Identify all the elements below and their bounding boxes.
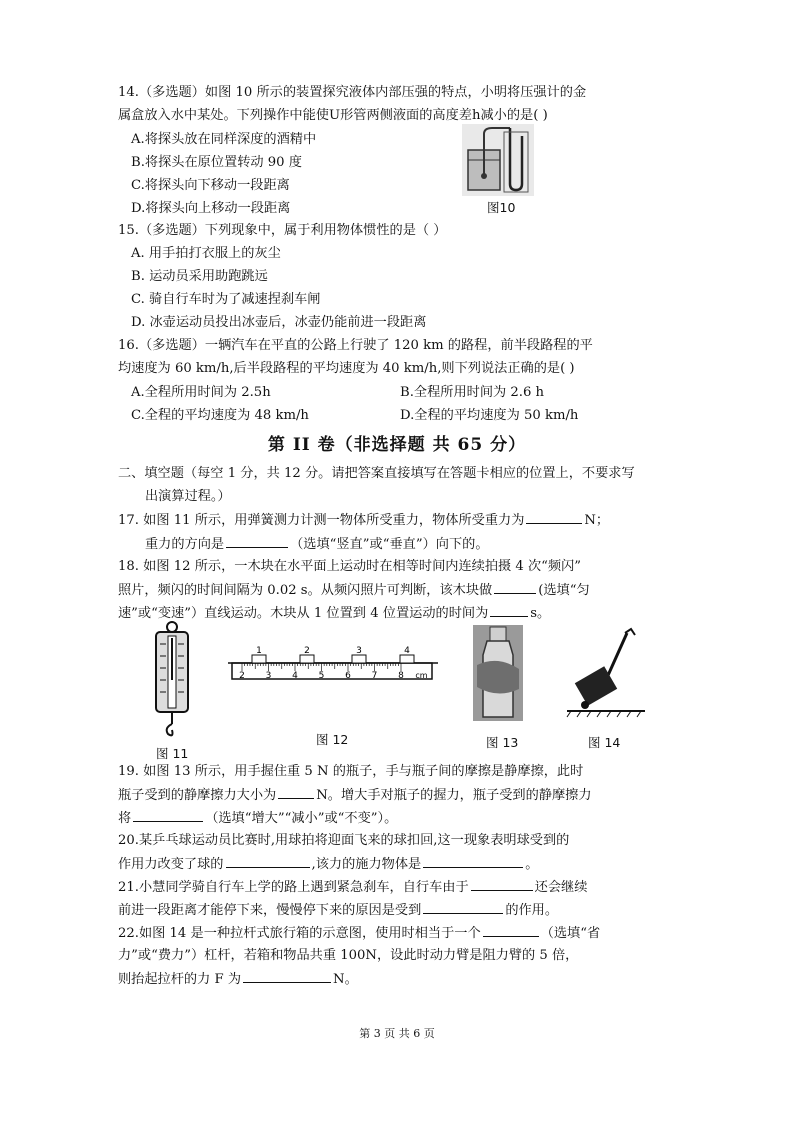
- block-4: [400, 655, 414, 663]
- figure-12-caption: 图 12: [316, 732, 349, 747]
- q14-line2: 属盒放入水中某处。下列操作中能使U形管两侧液面的高度差h减小的是( ): [118, 108, 548, 123]
- q17-blank-1[interactable]: [526, 511, 582, 524]
- q19-line1: 19. 如图 13 所示，用手握住重 5 N 的瓶子，手与瓶子间的摩擦是静摩擦，此时: [118, 764, 584, 779]
- figure-13-bottle-in-hand: [473, 625, 523, 721]
- figure-10-caption: 图10: [487, 200, 516, 215]
- q21-text-a: 21.小慧同学骑自行车上学的路上遇到紧急刹车，自行车由于: [118, 880, 469, 895]
- q22-line2: 力”或“费力”）杠杆，若箱和物品共重 100N，设此时动力臂是阻力臂的 5 倍，: [118, 948, 579, 963]
- q18-text-d: s。: [530, 606, 551, 621]
- q15-option-b: B. 运动员采用助跑跳远: [131, 269, 268, 284]
- q19-text-a: 瓶子受到的静摩擦力大小为: [118, 788, 277, 803]
- q22-line1: [118, 924, 600, 943]
- q22-text-c: 则抬起拉杆的力 F 为: [118, 972, 242, 987]
- q21-text-b: 还会继续: [534, 880, 588, 895]
- q15-option-a: A. 用手拍打衣服上的灰尘: [131, 246, 281, 261]
- q16-option-c: C.全程的平均速度为 48 km/h: [131, 408, 309, 423]
- q16-line2: 均速度为 60 km/h,后半段路程的平均速度为 40 km/h,则下列说法正确的是( ): [118, 361, 575, 376]
- q19-blank-1[interactable]: [278, 786, 314, 799]
- q18-text-c: 速”或“变速”）直线运动。木块从 1 位置到 4 位置运动的时间为: [118, 606, 489, 621]
- q15-option-d: D. 冰壶运动员投出冰壶后，冰壶仍能前进一段距离: [131, 315, 427, 330]
- q17-text-d: （选填“竖直”或“垂直”）向下的。: [290, 537, 489, 552]
- q17-text-c: 重力的方向是: [145, 537, 225, 552]
- q18-text-a: 照片，频闪的时间间隔为 0.02 s。从频闪照片可判断，该木块做: [118, 583, 493, 598]
- block-label: 4: [404, 646, 410, 656]
- ruler-number: 4: [292, 671, 298, 681]
- ruler-number: 8: [398, 671, 404, 681]
- q20-line2: [118, 855, 538, 874]
- ruler-number: 7: [371, 671, 378, 681]
- q18-line1: 18. 如图 12 所示，一木块在水平面上运动时在相等时间内连续拍摄 4 次“频闪”: [118, 559, 582, 574]
- q15-stem: 15.（多选题）下列现象中，属于利用物体惯性的是（ ）: [118, 223, 447, 238]
- q19-text-d: （选填“增大”“减小”或“不变”）。: [205, 811, 398, 826]
- figure-14-luggage-lever: [565, 625, 647, 721]
- block-label: 1: [256, 646, 262, 656]
- q14-option-b: B.将探头在原位置转动 90 度: [131, 155, 302, 170]
- q20-line1: 20.某乒乓球运动员比赛时,用球拍将迎面飞来的球扣回,这一现象表明球受到的: [118, 833, 570, 848]
- q17-text-a: 17. 如图 11 所示，用弹簧测力计测一物体所受重力，物体所受重力为: [118, 513, 525, 528]
- q20-text-a: 作用力改变了球的: [118, 857, 224, 872]
- q14-option-a: A.将探头放在同样深度的酒精中: [131, 132, 317, 147]
- q17-blank-2[interactable]: [226, 535, 288, 548]
- figure-12-ruler: [228, 645, 438, 691]
- q16-option-a: A.全程所用时间为 2.5h: [131, 385, 271, 400]
- q21-text-c: 前进一段距离才能停下来，慢慢停下来的原因是受到: [118, 903, 422, 918]
- block-3: [352, 655, 366, 663]
- q21-blank-1[interactable]: [471, 878, 533, 891]
- q22-text-d: N。: [333, 972, 358, 987]
- ruler-unit: cm: [415, 671, 428, 680]
- q20-blank-2[interactable]: [423, 855, 523, 868]
- q14-line1: 14.（多选题）如图 10 所示的装置探究液体内部压强的特点，小明将压强计的金: [118, 85, 587, 100]
- ruler-number: 3: [265, 671, 272, 681]
- q22-blank-1[interactable]: [483, 924, 539, 937]
- q22-text-b: （选填“省: [540, 926, 601, 941]
- q14-option-c: C.将探头向下移动一段距离: [131, 178, 290, 193]
- q21-blank-2[interactable]: [423, 901, 503, 914]
- figure-10-pressure-gauge: [462, 124, 534, 196]
- q20-text-b: ,该力的施力物体是: [311, 857, 422, 872]
- q14-option-d: D.将探头向上移动一段距离: [131, 201, 291, 216]
- q18-blank-2[interactable]: [490, 604, 528, 617]
- q20-blank-1[interactable]: [226, 855, 310, 868]
- q21-line1: [118, 878, 587, 897]
- q18-blank-1[interactable]: [494, 581, 536, 594]
- block-label: 2: [304, 646, 310, 656]
- page-footer: 第 3 页 共 6 页: [359, 1027, 435, 1040]
- section2-instructions-line2: 出演算过程。）: [145, 489, 231, 504]
- block-2: [300, 655, 314, 663]
- q17-text-b: N；: [584, 513, 610, 528]
- block-1: [252, 655, 266, 663]
- q19-blank-2[interactable]: [133, 809, 203, 822]
- ruler-number: 2: [239, 671, 245, 681]
- q16-line1: 16.（多选题）一辆汽车在平直的公路上行驶了 120 km 的路程，前半段路程的平: [118, 338, 593, 353]
- block-label: 3: [356, 646, 362, 656]
- q20-text-c: 。: [525, 857, 539, 872]
- q21-text-d: 的作用。: [505, 903, 559, 918]
- figure-13-caption: 图 13: [486, 735, 519, 750]
- figure-11-spring-scale: [150, 620, 194, 744]
- q18-text-b: (选填“匀: [538, 583, 590, 598]
- section-title: 第 II 卷（非选择题 共 65 分）: [267, 435, 527, 455]
- q22-blank-2[interactable]: [243, 970, 331, 983]
- q19-line2: [118, 786, 592, 805]
- q18-line2: [118, 581, 590, 600]
- q21-line2: [118, 901, 558, 920]
- q19-line3: [118, 809, 397, 828]
- section2-instructions-line1: 二、填空题（每空 1 分，共 12 分。请把答案直接填写在答题卡相应的位置上，不要求写: [118, 466, 635, 481]
- q22-line3: [118, 970, 358, 989]
- q22-text-a: 22.如图 14 是一种拉杆式旅行箱的示意图，使用时相当于一个: [118, 926, 481, 941]
- figure-11-caption: 图 11: [156, 746, 189, 761]
- q17-line2: [145, 535, 489, 554]
- ruler-number: 6: [345, 671, 351, 681]
- q17-line1: [118, 511, 609, 530]
- q16-option-b: B.全程所用时间为 2.6 h: [400, 385, 545, 400]
- q19-text-b: N。增大手对瓶子的握力，瓶子受到的静摩擦力: [316, 788, 592, 803]
- q16-option-d: D.全程的平均速度为 50 km/h: [400, 408, 579, 423]
- q19-text-c: 将: [118, 811, 132, 826]
- ruler-number: 5: [318, 671, 325, 681]
- q15-option-c: C. 骑自行车时为了减速捏刹车闸: [131, 292, 321, 307]
- figure-14-caption: 图 14: [588, 735, 621, 750]
